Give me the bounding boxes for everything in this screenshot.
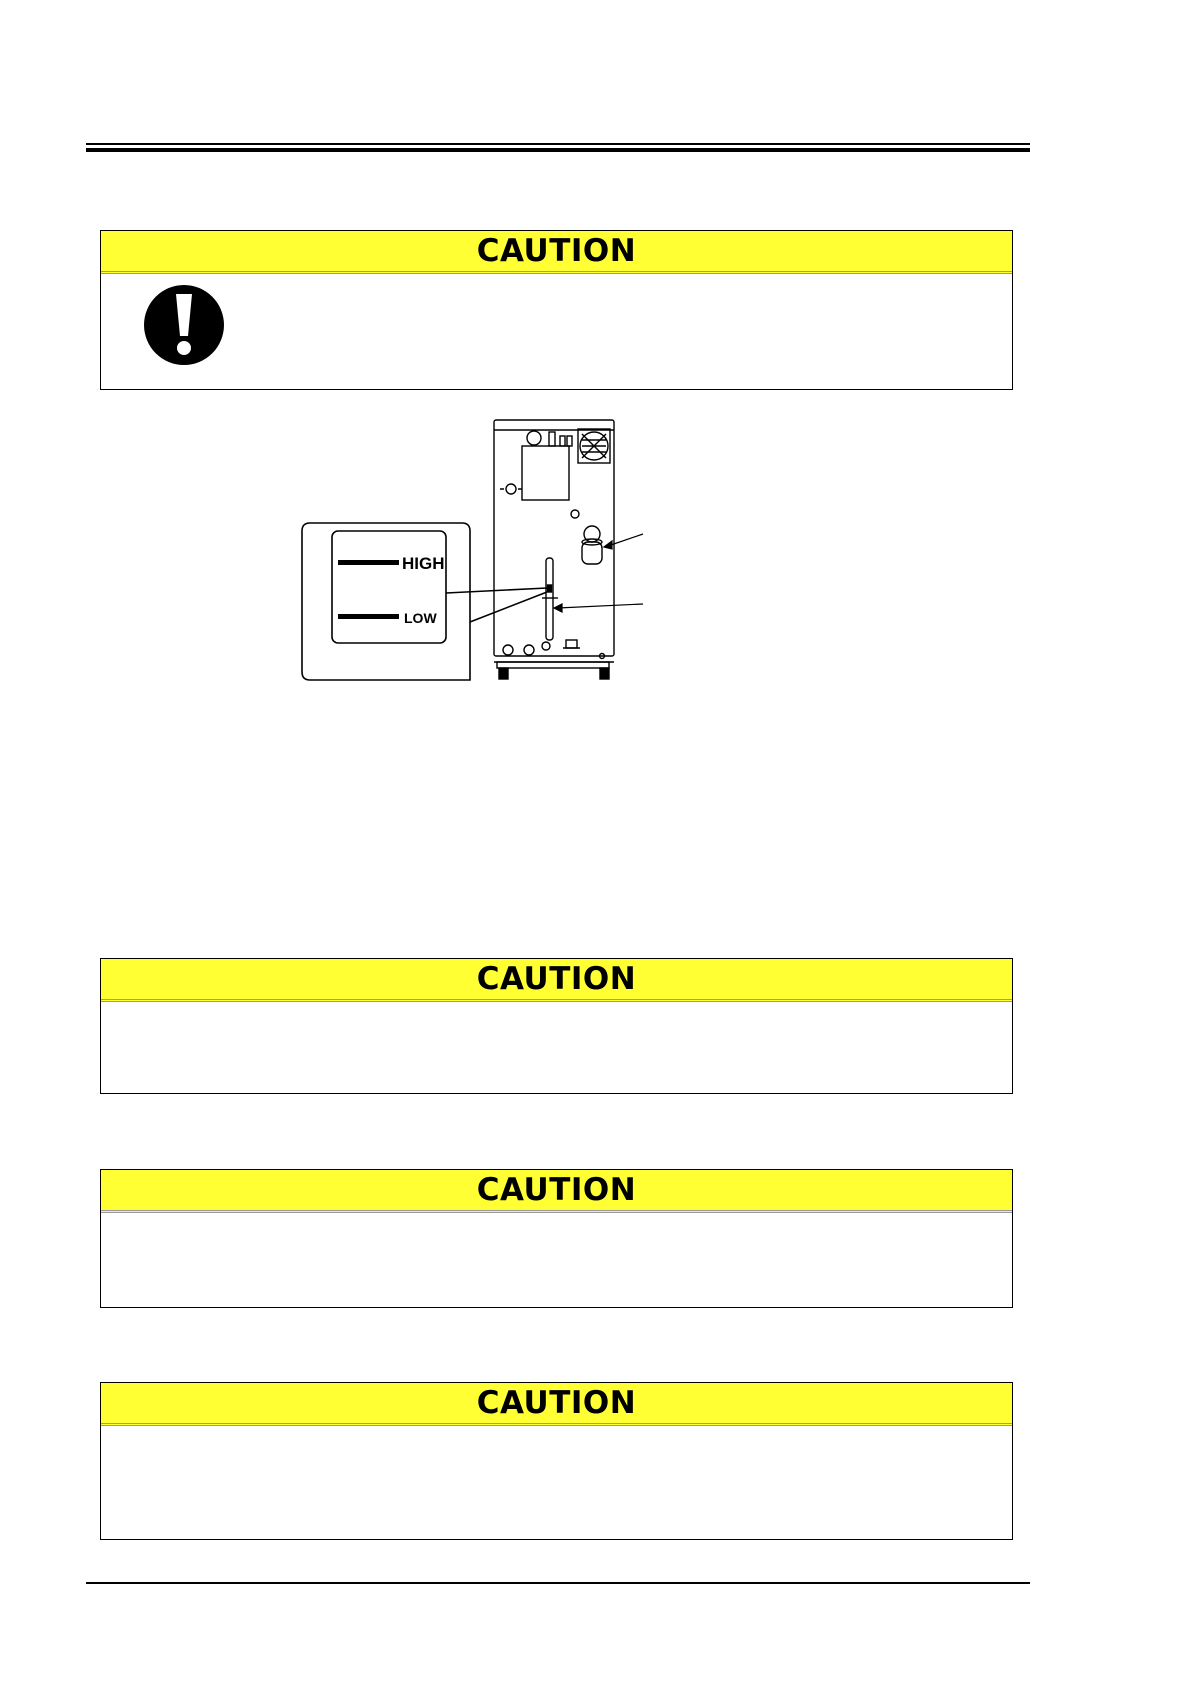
mandatory-action-icon — [143, 284, 225, 366]
gauge-high-label: HIGH — [402, 554, 445, 573]
caution-box-2 — [100, 958, 1013, 1094]
caution-header — [101, 1170, 1012, 1213]
footer-rule — [86, 1582, 1030, 1584]
caution-title: CAUTION — [476, 1172, 637, 1208]
unit-rear-view-figure — [296, 418, 656, 683]
caution-title: CAUTION — [476, 233, 637, 269]
caution-title: CAUTION — [476, 961, 637, 997]
caution-header — [101, 231, 1012, 274]
caution-header — [101, 1383, 1012, 1426]
callout-arrows — [554, 534, 643, 612]
caution-box-4 — [100, 1382, 1013, 1540]
caution-header — [101, 959, 1012, 1002]
caution-box-3 — [100, 1169, 1013, 1308]
caution-title: CAUTION — [476, 1385, 637, 1421]
caution-box-1 — [100, 230, 1013, 390]
unit-cabinet — [494, 420, 614, 679]
gauge-low-label: LOW — [404, 610, 437, 626]
